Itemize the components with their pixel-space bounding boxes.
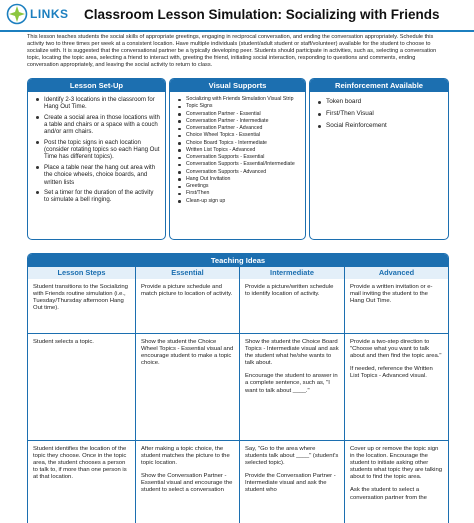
list-item: Token board bbox=[318, 96, 443, 108]
cell-text: Ask the student to select a conversation partner from the bbox=[350, 487, 427, 501]
cell-text: Show the student the Choice Wheel Topics - Essential visual and encourage student to make a topic choice. bbox=[141, 339, 234, 367]
list-item: First/Then bbox=[178, 190, 300, 197]
cell-lesson-step bbox=[28, 334, 136, 440]
cell-essential bbox=[136, 334, 240, 440]
cell-lesson-step bbox=[28, 441, 136, 523]
reinforcement-list bbox=[318, 96, 443, 132]
list-item: Conversation Supports - Essential/Intermediate bbox=[178, 161, 300, 168]
visual-supports-panel bbox=[169, 78, 306, 240]
cell-advanced bbox=[345, 334, 448, 440]
cell-essential bbox=[136, 441, 240, 523]
cell-intermediate bbox=[240, 279, 345, 333]
cell-advanced bbox=[345, 441, 448, 523]
list-item: First/Then Visual bbox=[318, 108, 443, 120]
cell-essential bbox=[136, 279, 240, 333]
logo-icon bbox=[6, 3, 28, 25]
cell-intermediate bbox=[240, 334, 345, 440]
column-header-lesson-steps: Lesson Steps bbox=[28, 267, 136, 279]
list-item: Set a timer for the duration of the activity to simulate a bell ringing. bbox=[36, 189, 160, 203]
intro-paragraph: This lesson teaches students the social skills of appropriate greetings, engaging in reciprocal conversation, and ending the conversation appropriately. Schedule this activity two to three times per week at a consistent location. Have multiple individuals (student/adult student or staff/volunteer) available for the student to choose to socialize with. It is suggested that the conversational partner be a typically developing peer. Students should participate in activities, such as, selecting a conversation topic, locating the topic area, selecting a friend to interact with, greeting the friend, initiating social interaction, responding to questions and comments, ending conversation appropriately, and leaving the social activity to return to class. bbox=[27, 34, 437, 69]
cell-text: Provide a two-step direction to "Choose what you want to talk about and then find the topic area." bbox=[350, 339, 442, 360]
lesson-setup-heading: Lesson Set-Up bbox=[28, 79, 165, 92]
cell-text: Student selects a topic. bbox=[33, 339, 94, 345]
cell-text: Provide a written invitation or e-mail inviting the student to the Hang Out Time. bbox=[350, 284, 433, 305]
list-item: Conversation Partner - Intermediate bbox=[178, 118, 300, 125]
lesson-setup-panel bbox=[27, 78, 166, 240]
links-logo bbox=[6, 3, 69, 25]
list-item: Conversation Partner - Essential bbox=[178, 111, 300, 118]
list-item: Conversation Partner - Advanced bbox=[178, 125, 300, 132]
cell-text: Student identifies the location of the topic they choose. Once in the topic area, the student chooses a person to talk to, if more than one person is at that location. bbox=[33, 446, 127, 481]
cell-text: Cover up or remove the topic sign in the location. Encourage the student to initiate asking other students what topic they are talking about to find the topic area. bbox=[350, 446, 443, 481]
cell-advanced bbox=[345, 279, 448, 333]
list-item: Clean-up sign up bbox=[178, 198, 300, 205]
cell-intermediate bbox=[240, 441, 345, 523]
list-item: Choice Board Topics - Intermediate bbox=[178, 140, 300, 147]
visual-supports-heading: Visual Supports bbox=[170, 79, 305, 92]
list-item: Greetings bbox=[178, 183, 300, 190]
list-item: Place a table near the hang out area with the choice wheels, choice boards, and written lists bbox=[36, 164, 160, 186]
cell-text: Provide a picture schedule and match picture to location of activity. bbox=[141, 284, 233, 298]
table-row bbox=[28, 441, 448, 523]
list-item: Choice Wheel Topics - Essential bbox=[178, 132, 300, 139]
list-item: Identify 2-3 locations in the classroom for Hang Out Time. bbox=[36, 96, 160, 110]
table-row bbox=[28, 279, 448, 334]
cell-lesson-step bbox=[28, 279, 136, 333]
list-item: Conversation Supports - Essential bbox=[178, 154, 300, 161]
cell-text: After making a topic choice, the student matches the picture to the topic location. bbox=[141, 446, 230, 467]
cell-text: Show the student the Choice Board Topics - Intermediate visual and ask the student what he/she wants to talk about. bbox=[245, 339, 339, 367]
cell-text: Provide the Conversation Partner - Intermediate visual and ask the student who bbox=[245, 473, 336, 494]
reinforcement-panel bbox=[309, 78, 449, 240]
column-header-intermediate: Intermediate bbox=[240, 267, 345, 279]
list-item: Conversation Supports - Advanced bbox=[178, 169, 300, 176]
list-item: Social Reinforcement bbox=[318, 120, 443, 132]
list-item: Topic Signs bbox=[178, 103, 300, 110]
table-header-row bbox=[28, 267, 448, 279]
teaching-ideas-heading: Teaching Ideas bbox=[28, 254, 448, 267]
title-divider bbox=[0, 30, 474, 32]
cell-text: Student transitions to the Socializing with Friends routine simulation (i.e., Tuesday/Thursday afternoon Hang Out time). bbox=[33, 284, 128, 312]
page-title: Classroom Lesson Simulation: Socializing with Friends bbox=[84, 7, 440, 22]
list-item: Create a social area in those locations with a table and chairs or a space with a couch and/or arm chairs. bbox=[36, 114, 160, 136]
page-header bbox=[0, 0, 474, 30]
list-item: Hang Out Invitation bbox=[178, 176, 300, 183]
cell-text: Show the Conversation Partner - Essential visual and encourage the student to select a conversation bbox=[141, 473, 233, 494]
cell-text: Encourage the student to answer in a complete sentence, such as, "I want to talk about ____." bbox=[245, 373, 338, 394]
table-row bbox=[28, 334, 448, 441]
lesson-setup-list bbox=[36, 96, 160, 204]
teaching-ideas-table bbox=[27, 253, 449, 523]
cell-text: Say, "Go to the area where students talk about ____" (student's selected topic). bbox=[245, 446, 339, 467]
cell-text: Provide a picture/written schedule to identify location of activity. bbox=[245, 284, 334, 298]
logo-text: LINKS bbox=[30, 7, 69, 21]
reinforcement-heading: Reinforcement Available bbox=[310, 79, 448, 92]
visual-supports-list bbox=[178, 96, 300, 205]
list-item: Post the topic signs in each location (consider rotating topics so each Hang Out Time has different topics). bbox=[36, 139, 160, 161]
list-item: Socializing with Friends Simulation Visual Strip bbox=[178, 96, 300, 103]
column-header-advanced: Advanced bbox=[345, 267, 448, 279]
cell-text: If needed, reference the Written List Topics - Advanced visual. bbox=[350, 366, 433, 380]
list-item: Written List Topics - Advanced bbox=[178, 147, 300, 154]
column-header-essential: Essential bbox=[136, 267, 240, 279]
